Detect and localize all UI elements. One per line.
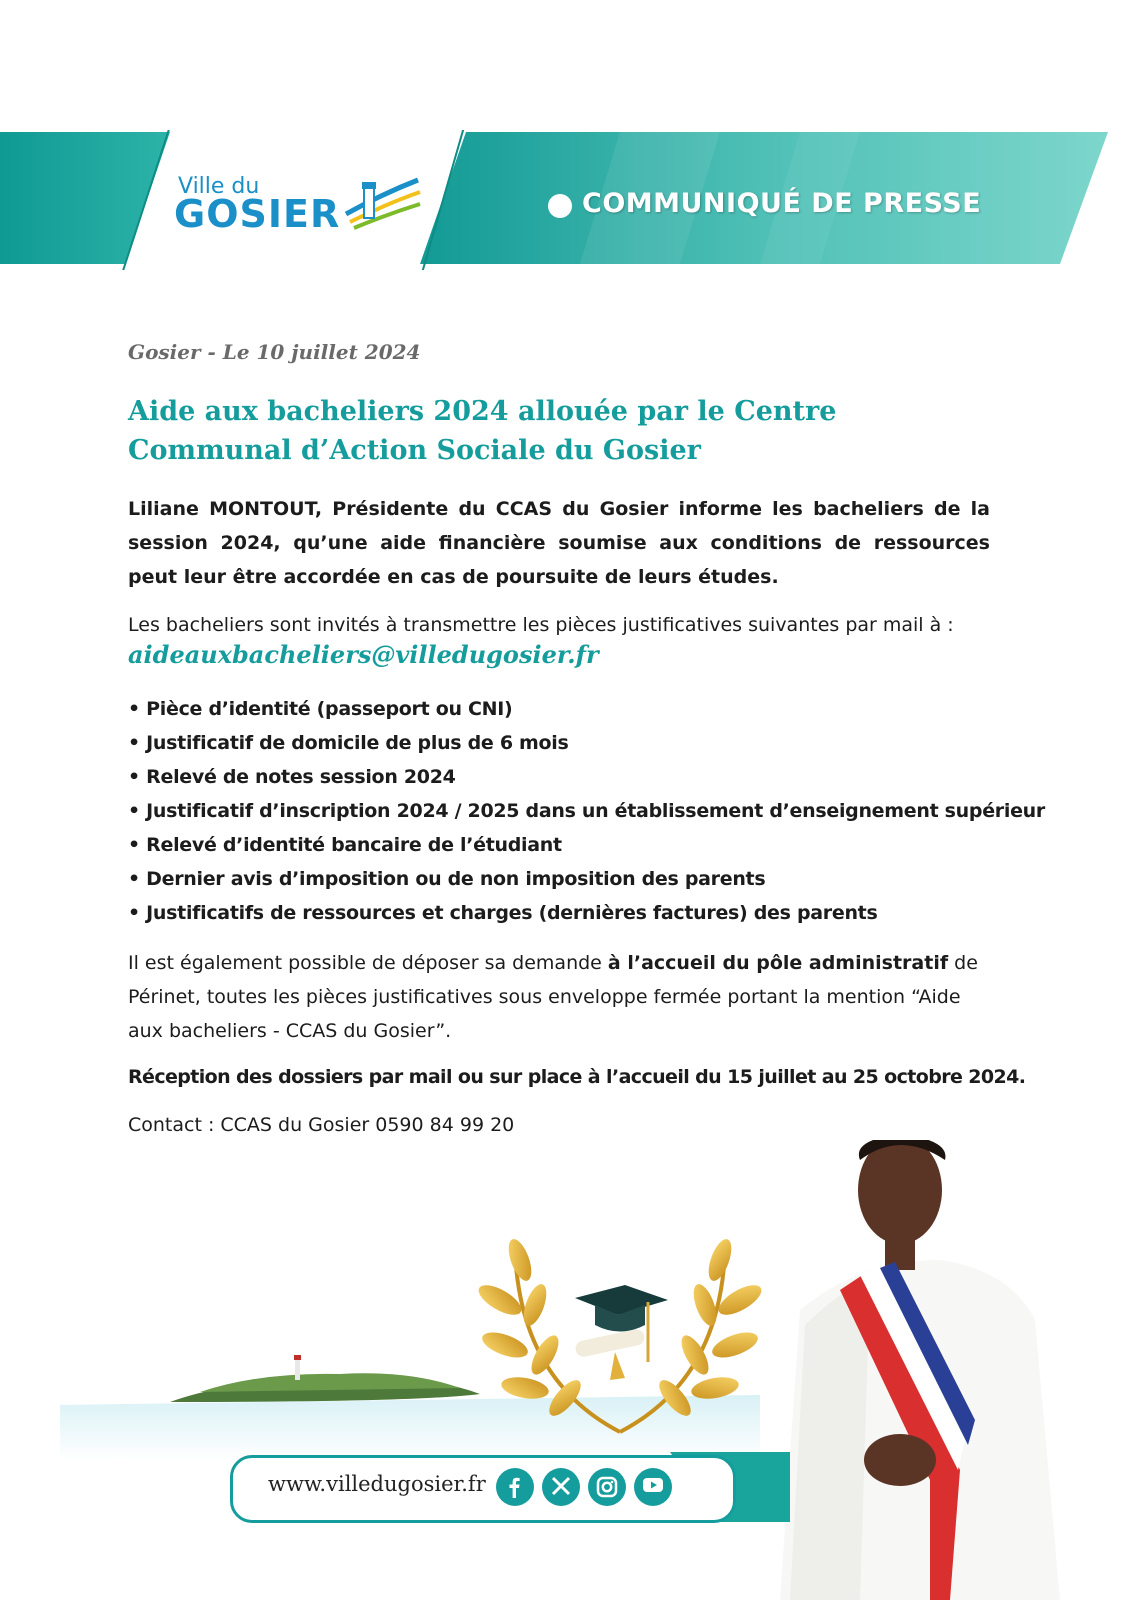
documents-list [128, 692, 1045, 930]
document-item: • Justificatif de domicile de plus de 6 mois [128, 732, 569, 754]
contact-line: Contact : CCAS du Gosier 0590 84 99 20 [128, 1114, 515, 1136]
sea-shape [60, 1395, 760, 1460]
logo-big-text: GOSIER [174, 192, 341, 236]
mayor-portrait [780, 1140, 1060, 1600]
invite-text: Les bacheliers sont invités à transmettre les pièces justificatives suivantes par mail à : [128, 614, 954, 636]
document-item: • Relevé de notes session 2024 [128, 766, 456, 788]
deposit-paragraph: Il est également possible de déposer sa demande à l’accueil du pôle administratif de Périnet, toutes les pièces justificatives sous enveloppe fermée portant la mention “Aide aux bacheliers - CCAS du Gosier”. [128, 952, 978, 1042]
x-icon[interactable] [542, 1468, 580, 1506]
press-release-title: COMMUNIQUÉ DE PRESSE [582, 188, 982, 219]
deposit-bold-location: à l’accueil du pôle administratif [607, 952, 949, 974]
email-link[interactable]: aideauxbacheliers@villedugosier.fr [128, 640, 599, 669]
logo-small-text: Ville du [178, 174, 260, 199]
document-item: • Justificatif d’inscription 2024 / 2025 dans un établissement d’enseignement supérieur [128, 800, 1045, 822]
lighthouse-icon [342, 174, 422, 230]
island-icon [170, 1355, 480, 1402]
document-item: • Pièce d’identité (passeport ou CNI) [128, 698, 513, 720]
release-date: Gosier - Le 10 juillet 2024 [128, 340, 421, 364]
document-item: • Dernier avis d’imposition ou de non imposition des parents [128, 868, 766, 890]
bottom-illustration [0, 1140, 1131, 1600]
reception-dates: Réception des dossiers par mail ou sur place à l’accueil du 15 juillet au 25 octobre 2024. [128, 1066, 1026, 1088]
youtube-icon[interactable] [634, 1468, 672, 1506]
instagram-icon[interactable] [588, 1468, 626, 1506]
document-item: • Justificatifs de ressources et charges (dernières factures) des parents [128, 902, 878, 924]
intro-paragraph: Liliane MONTOUT, Présidente du CCAS du Gosier informe les bacheliers de la session 2024, qu’une aide financière soumise aux conditions de ressources peut leur être accordée en cas de poursuite de leurs études. [128, 498, 990, 588]
graduation-cap-icon [574, 1285, 668, 1380]
facebook-icon[interactable] [496, 1468, 534, 1506]
document-item: • Relevé d’identité bancaire de l’étudiant [128, 834, 562, 856]
headline: Aide aux bacheliers 2024 allouée par le Centre Communal d’Action Sociale du Gosier [128, 396, 837, 466]
website-link[interactable]: www.villedugosier.fr [268, 1472, 486, 1496]
